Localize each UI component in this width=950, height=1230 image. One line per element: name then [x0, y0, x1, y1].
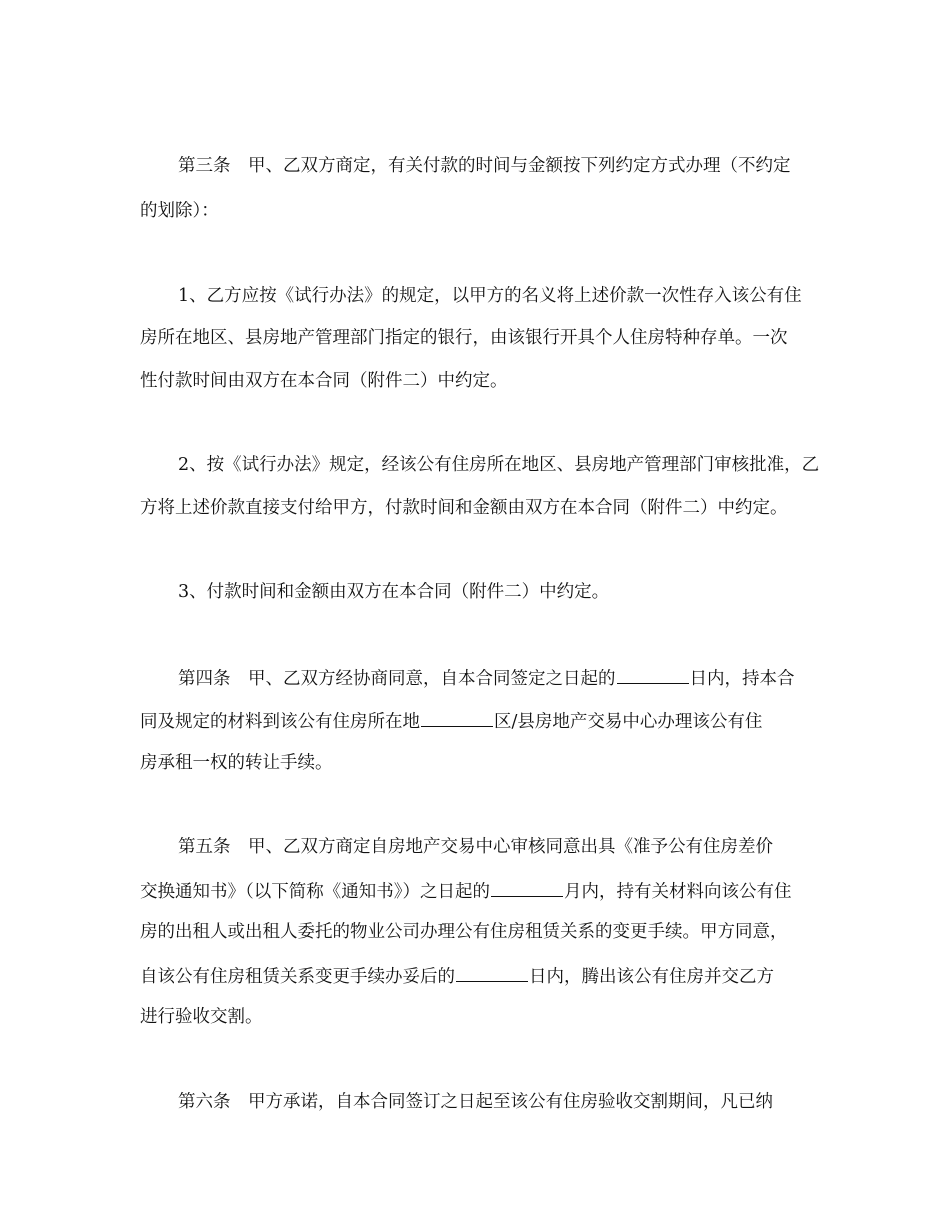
article-4-line-1-text-a: 第四条 甲、乙双方经协商同意，自本合同签定之日起的	[178, 669, 616, 689]
article-3-line-1: 第三条 甲、乙双方商定，有关付款的时间与金额按下列约定方式办理（不约定	[178, 156, 791, 176]
article-5-line-3: 房的出租人或出租人委托的物业公司办理公有住房租赁关系的变更手续。甲方同意，	[140, 922, 788, 942]
fill-in-blank-months[interactable]	[491, 878, 563, 897]
fill-in-blank-days[interactable]	[617, 665, 689, 684]
article-5-line-2-text-a: 交换通知书》（以下简称《通知书》）之日起的	[140, 882, 490, 902]
article-5-line-4-text-b: 日内，腾出该公有住房并交乙方	[529, 967, 774, 987]
article-4-line-1	[178, 665, 795, 689]
article-4-line-3: 房承租一权的转让手续。	[140, 753, 333, 773]
item-1-line-1: 1、乙方应按《试行办法》的规定，以甲方的名义将上述价款一次性存入该公有住	[178, 286, 802, 306]
item-3-line-1: 3、付款时间和金额由双方在本合同（附件二）中约定。	[178, 582, 610, 602]
article-6-line-1: 第六条 甲方承诺，自本合同签订之日起至该公有住房验收交割期间，凡已纳	[178, 1092, 773, 1112]
item-2-line-1: 2、按《试行办法》规定，经该公有住房所在地区、县房地产管理部门审核批准，乙	[178, 455, 820, 475]
item-1-line-3: 性付款时间由双方在本合同（附件二）中约定。	[140, 371, 508, 391]
article-5-line-4	[140, 963, 774, 987]
item-2-line-2: 方将上述价款直接支付给甲方，付款时间和金额由双方在本合同（附件二）中约定。	[140, 498, 788, 518]
article-4-line-1-text-b: 日内，持本合	[689, 669, 795, 689]
article-4-line-2	[140, 708, 762, 732]
article-4-line-2-text-b: 区/县房地产交易中心办理该公有住	[494, 712, 763, 732]
fill-in-blank-days-2[interactable]	[456, 963, 528, 982]
article-3-line-2: 的划除）：	[140, 201, 219, 221]
article-5-line-4-text-a: 自该公有住房租赁关系变更手续办妥后的	[140, 967, 455, 987]
article-5-line-2	[140, 878, 792, 902]
article-5-line-5: 进行验收交割。	[140, 1007, 263, 1027]
fill-in-blank-district[interactable]	[421, 708, 493, 727]
article-4-line-2-text-a: 同及规定的材料到该公有住房所在地	[140, 712, 420, 732]
article-5-line-1: 第五条 甲、乙双方商定自房地产交易中心审核同意出具《准予公有住房差价	[178, 837, 773, 857]
article-5-line-2-text-b: 月内，持有关材料向该公有住	[564, 882, 792, 902]
item-1-line-2: 房所在地区、县房地产管理部门指定的银行，由该银行开具个人住房特种存单。一次	[140, 328, 788, 348]
